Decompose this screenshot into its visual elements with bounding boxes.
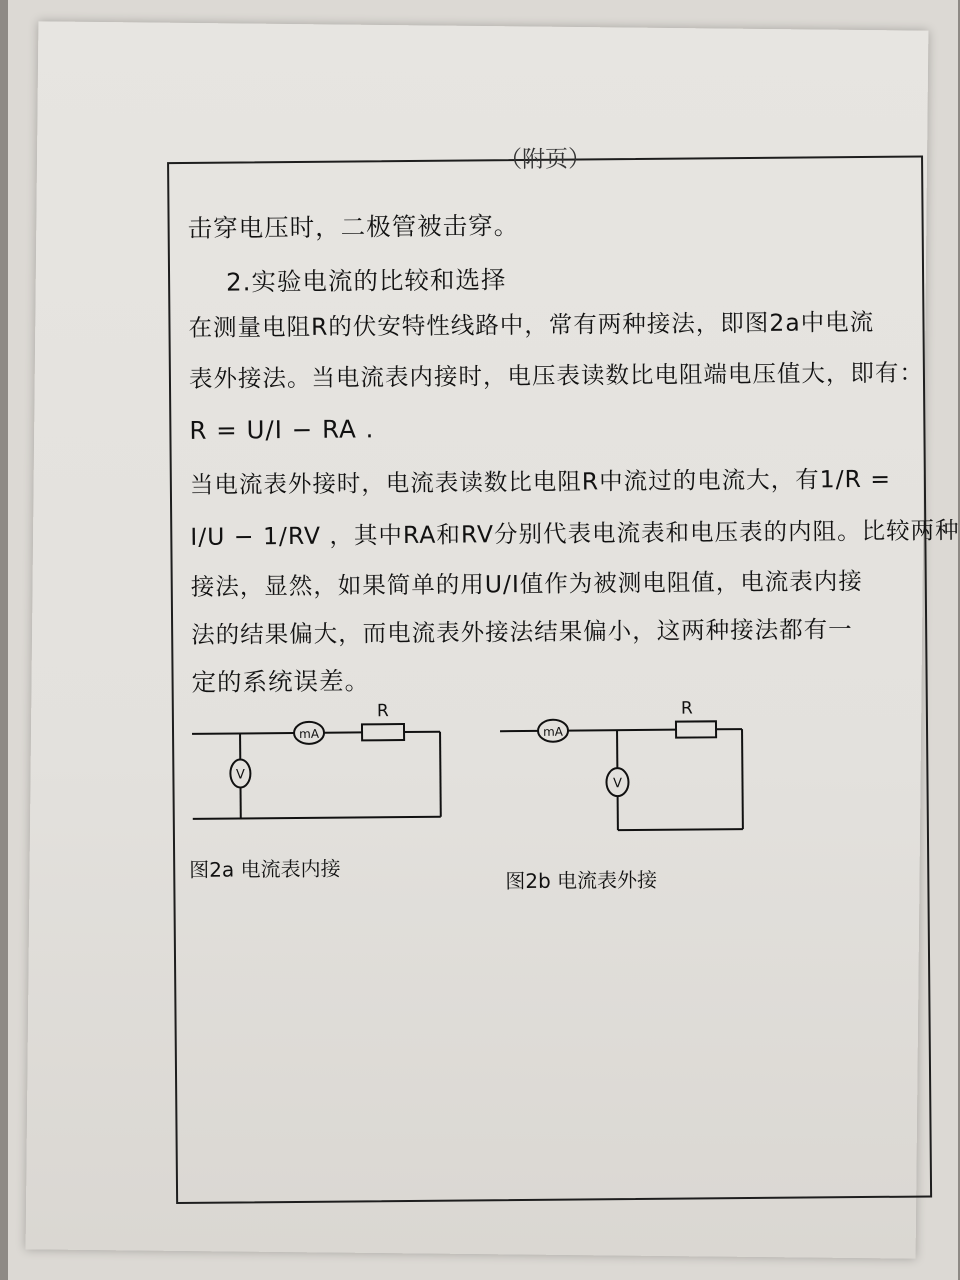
paper-sheet xyxy=(26,21,960,1258)
text-line-4: 表外接法。当电流表内接时，电压表读数比电阻端电压值大，即有： xyxy=(188,358,925,393)
text-line-10: 定的系统误差。 xyxy=(191,666,371,697)
figure-caption-2b: 图2b 电流表外接 xyxy=(505,867,658,894)
figure-caption-2a: 图2a 电流表内接 xyxy=(189,856,341,882)
text-line-8: 接法，显然，如果简单的用U/I值作为被测电阻值，电流表内接 xyxy=(190,567,863,601)
text-line-2: 2.实验电流的比较和选择 xyxy=(225,265,507,297)
voltmeter-label-2a: V xyxy=(235,767,245,783)
text-line-5: R = U/I − RA . xyxy=(189,414,375,445)
page-frame xyxy=(167,146,960,1204)
text-line-3: 在测量电阻R的伏安特性线路中，常有两种接法，即图2a中电流 xyxy=(188,307,875,342)
ammeter-label-2b: mA xyxy=(543,724,564,739)
text-line-1: 击穿电压时，二极管被击穿。 xyxy=(187,211,520,243)
circuit-diagram-2a xyxy=(182,702,463,834)
text-line-6: 当电流表外接时，电流表读数比电阻R中流过的电流大，有1/R = xyxy=(189,464,892,499)
circuit-diagram-2b xyxy=(492,699,773,841)
ammeter-label-2a: mA xyxy=(299,726,320,741)
voltmeter-label-2b: V xyxy=(612,776,623,792)
page-header: （附页） xyxy=(498,146,592,174)
resistor-label-2b: R xyxy=(680,698,693,719)
resistor-label-2a: R xyxy=(376,701,389,722)
text-line-9: 法的结果偏大，而电流表外接法结果偏小，这两种接法都有一 xyxy=(191,615,853,649)
text-line-7: I/U − 1/RV ，其中RA和RV分别代表电流表和电压表的内阻。比较两种 xyxy=(190,516,960,551)
